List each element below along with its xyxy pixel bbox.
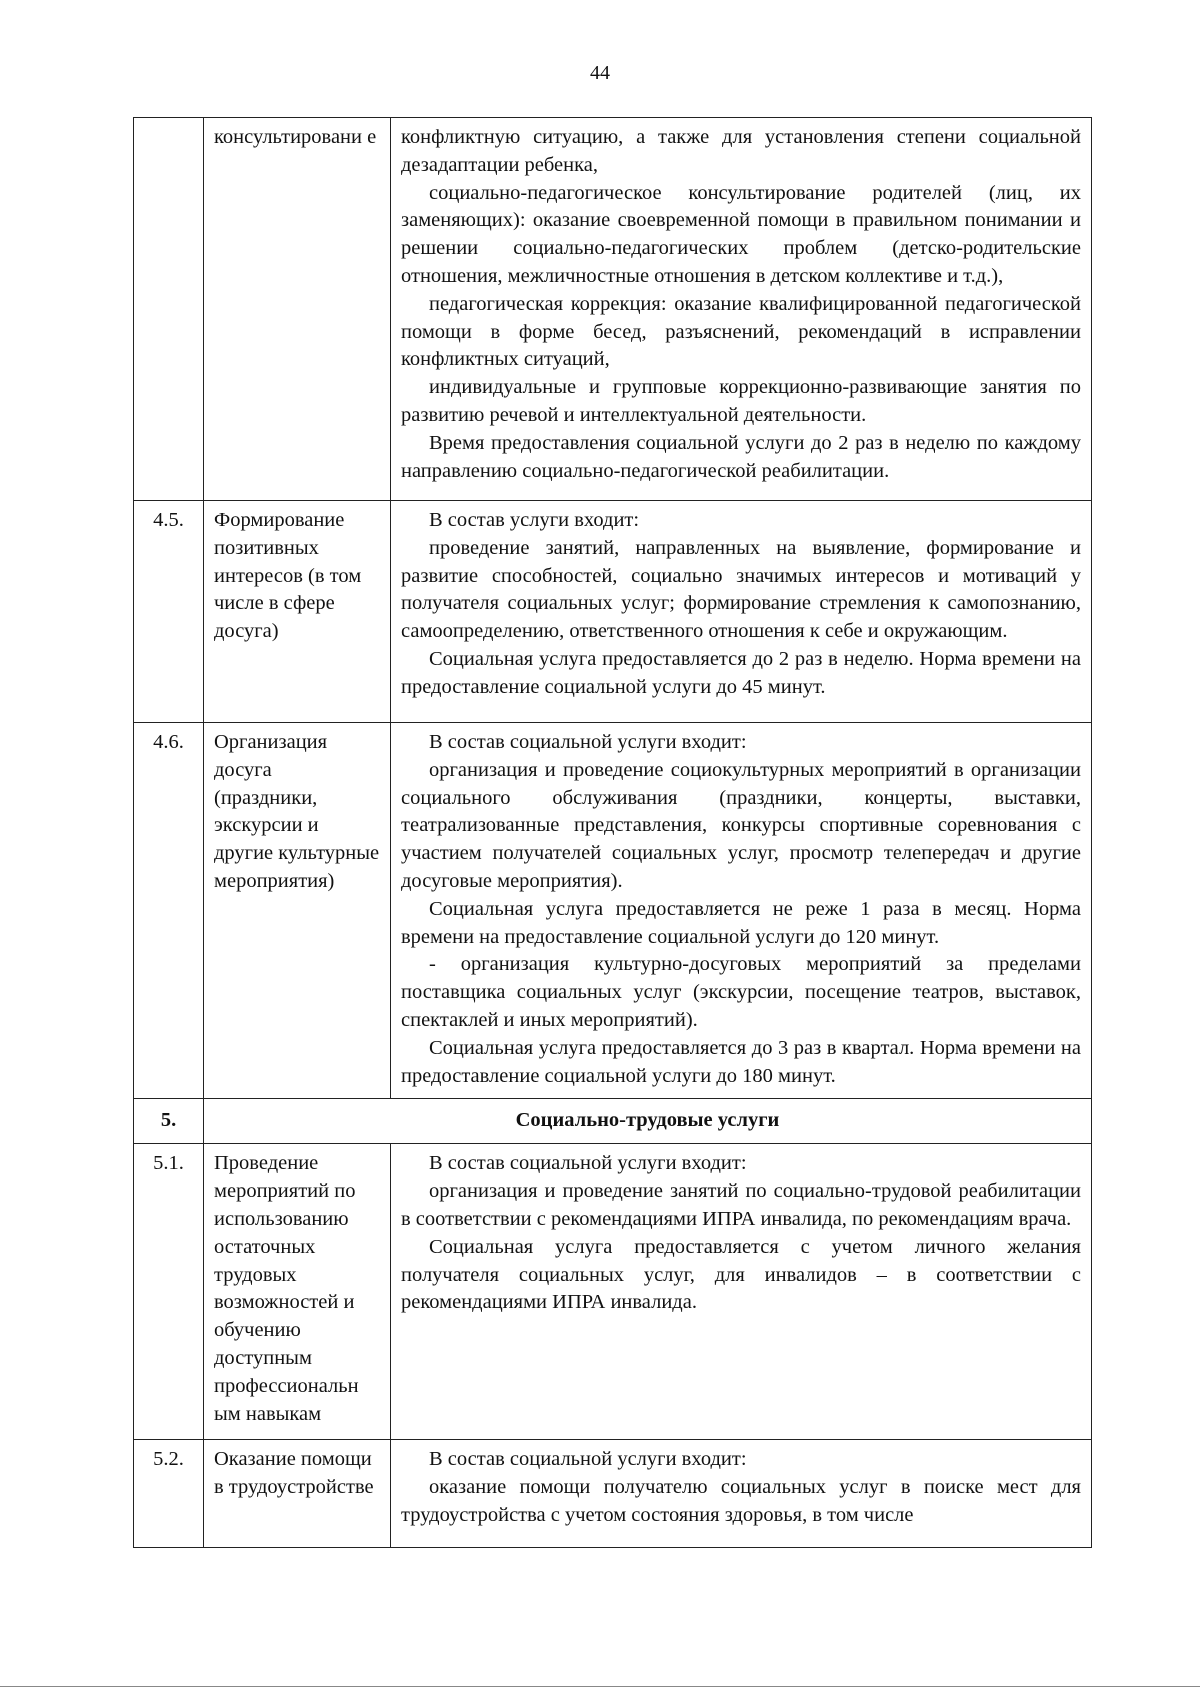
section-number: 5. xyxy=(134,1099,204,1144)
service-description xyxy=(391,118,1092,501)
service-name: Проведение мероприятий по использованию остаточных трудовых возможностей и обучению доступным профессиональн ым навыкам xyxy=(204,1144,391,1440)
service-description xyxy=(391,1440,1092,1548)
service-description xyxy=(391,501,1092,723)
description-paragraph: педагогическая коррекция: оказание квалифицированной педагогической помощи в форме бесед, разъяснений, рекомендаций в исправлении конфликтных ситуаций, xyxy=(401,292,1081,371)
service-name: Оказание помощи в трудоустройстве xyxy=(204,1440,391,1548)
description-paragraph: проведение занятий, направленных на выявление, формирование и развитие способностей, социально значимых интересов и мотиваций у получателя социальных услуг; формирование стремления к самопознанию, самоопределению, ответственного отношения к себе и окружающим. xyxy=(401,536,1081,643)
description-paragraph: Время предоставления социальной услуги до 2 раз в неделю по каждому направлению социально-педагогической реабилитации. xyxy=(401,431,1081,482)
service-name: консультировани е xyxy=(204,118,391,501)
description-paragraph: В состав социальной услуги входит: xyxy=(429,731,747,753)
description-paragraph: оказание помощи получателю социальных услуг в поиске мест для трудоустройства с учетом состояния здоровья, в том числе xyxy=(401,1476,1081,1526)
description-paragraph: - организация культурно-досуговых мероприятий за пределами поставщика социальных услуг (экскурсии, посещение театров, выставок, спектаклей и иных мероприятий). xyxy=(401,953,1081,1031)
row-number: 4.5. xyxy=(134,501,204,723)
service-description xyxy=(391,723,1092,1099)
table-row xyxy=(134,501,1092,723)
table-row xyxy=(134,723,1092,1099)
service-description xyxy=(391,1144,1092,1440)
page-bottom-rule xyxy=(0,1686,1200,1687)
description-paragraph: В состав социальной услуги входит: xyxy=(429,1448,747,1471)
description-paragraph: В состав социальной услуги входит: xyxy=(429,1152,747,1175)
description-paragraph: В состав услуги входит: xyxy=(429,509,640,531)
table-row xyxy=(134,118,1092,501)
description-paragraph: Социальная услуга предоставляется с учетом личного желания получателя социальных услуг, для инвалидов – в соответствии с рекомендациями ИПРА инвалида. xyxy=(401,1235,1081,1314)
services-table xyxy=(133,117,1092,1548)
row-number: 4.6. xyxy=(134,723,204,1099)
section-title: Социально-трудовые услуги xyxy=(204,1099,1092,1144)
table-row xyxy=(134,1144,1092,1440)
row-number: 5.2. xyxy=(134,1440,204,1548)
row-number: 5.1. xyxy=(134,1144,204,1440)
description-paragraph: Социальная услуга предоставляется до 2 раз в неделю. Норма времени на предоставление социальной услуги до 45 минут. xyxy=(401,647,1081,698)
description-paragraph: организация и проведение занятий по социально-трудовой реабилитации в соответствии с рекомендациями ИПРА инвалида, по рекомендациям врача. xyxy=(401,1180,1081,1230)
service-name: Организация досуга (праздники, экскурсии и другие культурные мероприятия) xyxy=(204,723,391,1099)
description-paragraph: организация и проведение социокультурных мероприятий в организации социального обслуживания (праздники, концерты, выставки, театрализованные представления, конкурсы спортивные соревнования с участием получателей социальных услуг, просмотр телепередач и другие досуговые мероприятия). xyxy=(401,758,1081,892)
description-paragraph: социально-педагогическое консультирование родителей (лиц, их заменяющих): оказание своевременной помощи в правильном понимании и решении социально-педагогических проблем (детско-родительские отношения, межличностные отношения в детском коллективе и т.д.), xyxy=(401,181,1081,287)
row-number xyxy=(134,118,204,501)
description-paragraph: индивидуальные и групповые коррекционно-развивающие занятия по развитию речевой и интеллектуальной деятельности. xyxy=(401,376,1081,426)
description-paragraph: Социальная услуга предоставляется до 3 раз в квартал. Норма времени на предоставление социальной услуги до 180 минут. xyxy=(401,1036,1081,1087)
page-number: 44 xyxy=(590,62,610,84)
description-paragraph: конфликтную ситуацию, а также для установления степени социальной дезадаптации ребенка, xyxy=(401,126,1081,176)
service-name: Формирование позитивных интересов (в том числе в сфере досуга) xyxy=(204,501,391,723)
table-row xyxy=(134,1440,1092,1548)
description-paragraph: Социальная услуга предоставляется не реже 1 раза в месяц. Норма времени на предоставление социальной услуги до 120 минут. xyxy=(401,897,1081,948)
section-header-row xyxy=(134,1099,1092,1144)
